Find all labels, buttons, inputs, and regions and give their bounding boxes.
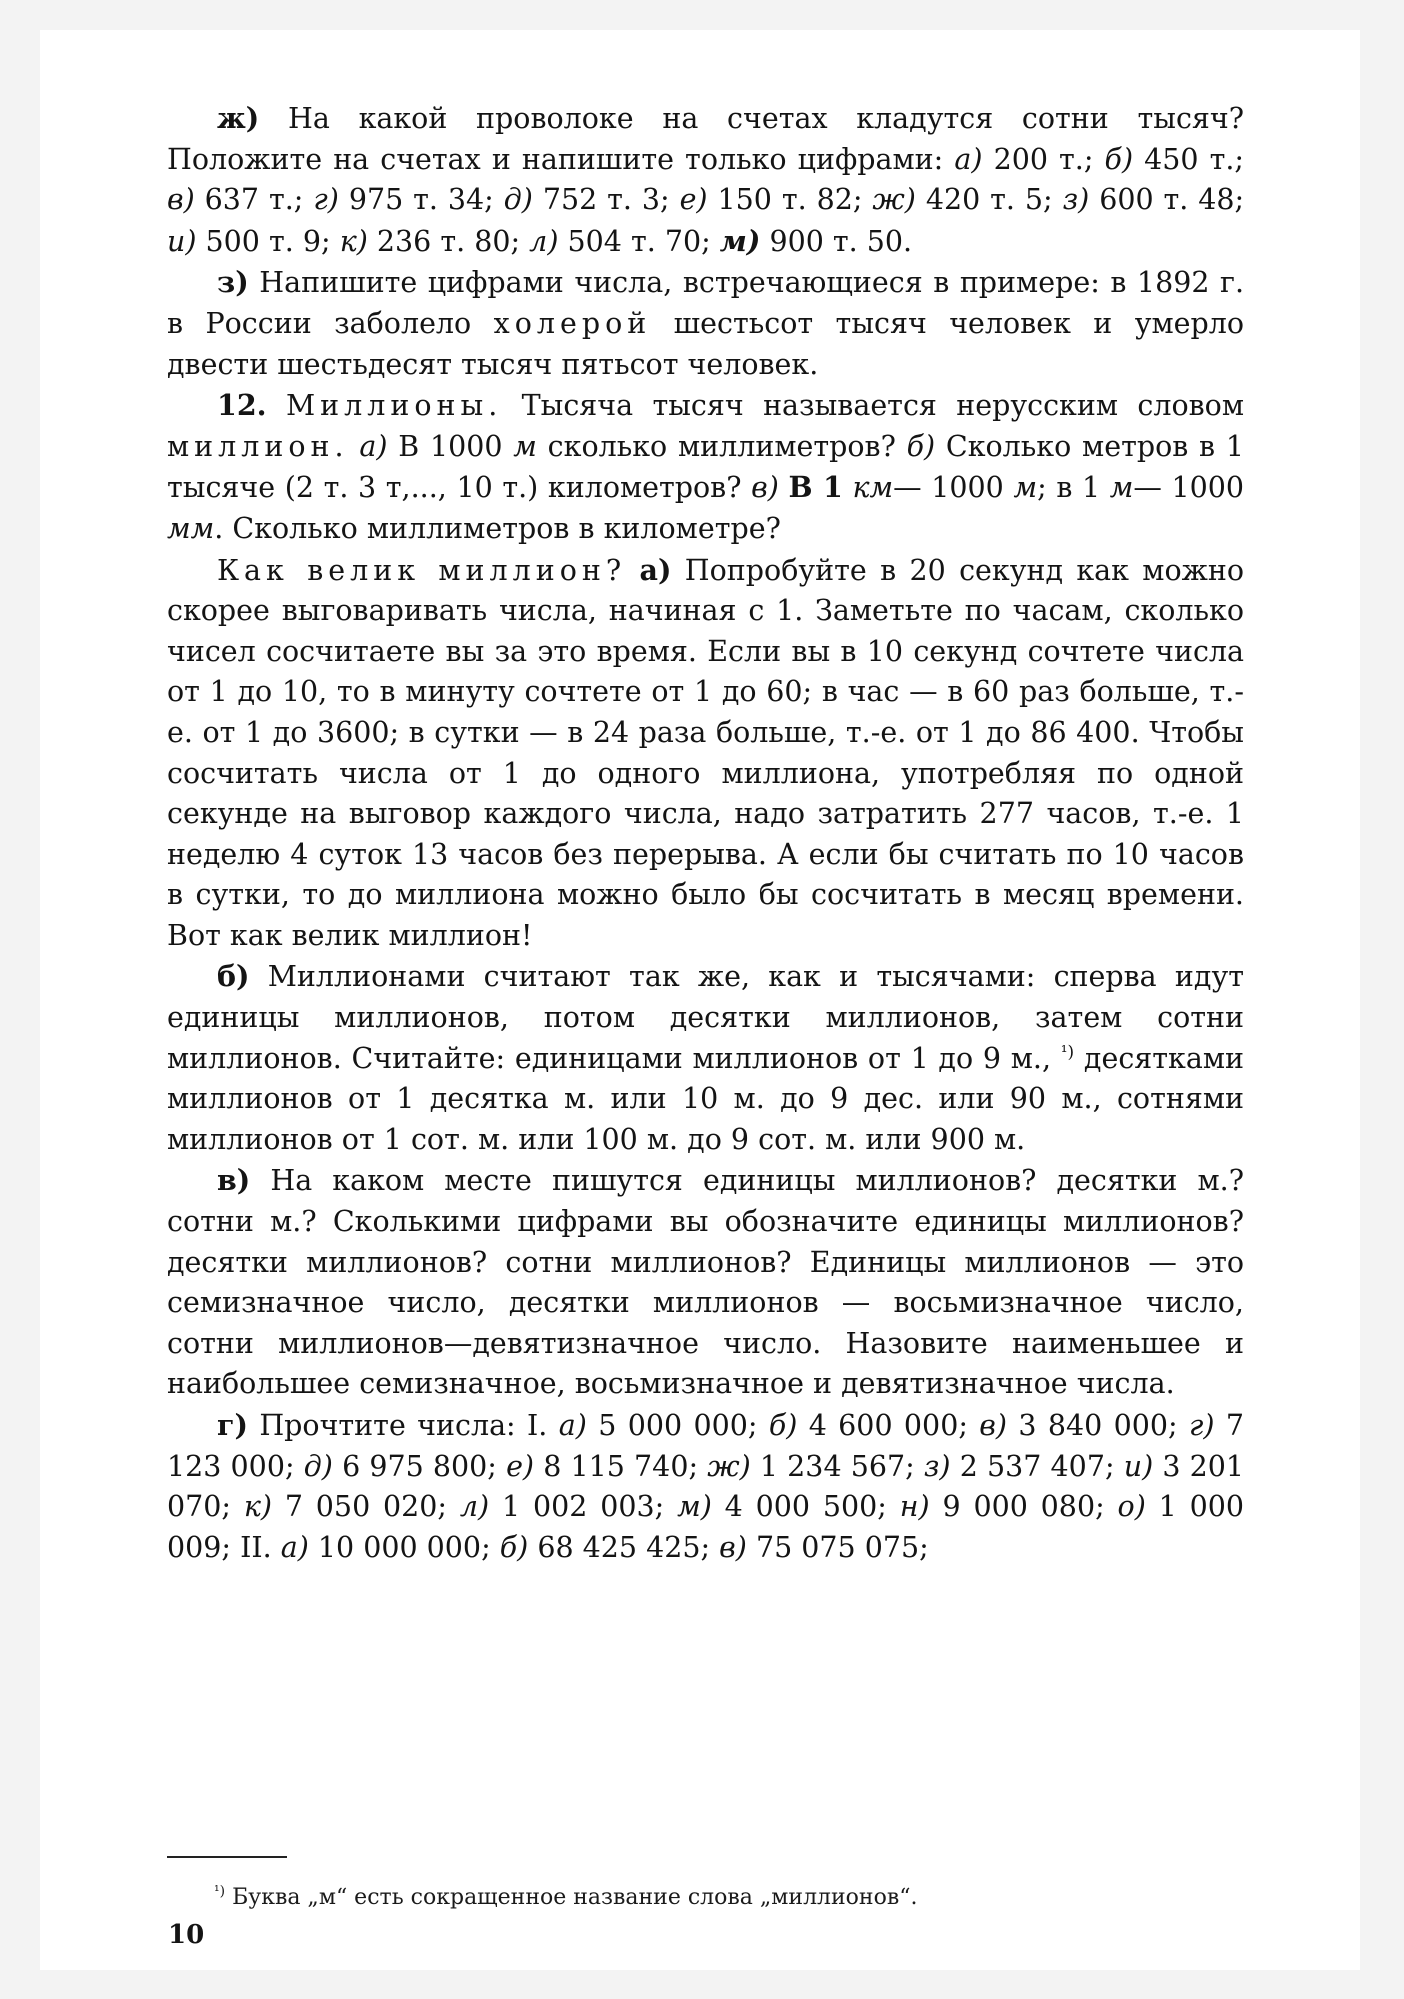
item-label: б) bbox=[906, 429, 936, 463]
item-label: в) bbox=[167, 183, 195, 217]
item-value: 7 050 020; bbox=[284, 1490, 448, 1524]
item-label: и) bbox=[1123, 1449, 1154, 1483]
item-value: 150 т. 82; bbox=[717, 183, 863, 217]
item-value: 7 123 000; bbox=[167, 1409, 1245, 1483]
item-value: 637 т.; bbox=[204, 183, 304, 217]
item-label: а) bbox=[954, 142, 983, 176]
paragraph-text: Сколько метров в 1 тысяче (2 т. 3 т,..., 10 т.) километров? bbox=[167, 429, 1244, 505]
item-label: е) bbox=[679, 183, 708, 217]
paragraph-text: В 1 bbox=[788, 470, 843, 505]
item-value: 6 975 800; bbox=[342, 1449, 497, 1483]
item-value: 200 т.; bbox=[993, 142, 1094, 176]
list-item bbox=[167, 183, 303, 216]
list-item bbox=[680, 183, 863, 216]
item-value: 975 т. 34; bbox=[348, 183, 494, 217]
unit: м bbox=[513, 429, 537, 463]
item-label: м) bbox=[677, 1490, 712, 1524]
paragraph-text: Попробуйте в 20 секунд как можно скорее выговаривать числа, начиная с 1. Заметьте по часам, сколько чисел сосчитаете вы за это время. Если вы в 10 секунд сочтете числа от 1 до 10, то в минуту сочтете от 1 до 60; в час — в 60 раз больше, т.-е. от 1 до 3600; в сутки — в 24 раза больше, т.-е. от 1 до 86 400. Чтобы сосчитать числа от 1 до одного миллиона, употребляя по одной секунде на выговор каждого числа, надо затратить 277 часов, т.-е. 1 неделю 4 суток 13 часов без перерыва. А если бы считать по 10 часов в сутки, то до миллиона можно было бы сосчитать в месяц времени. Вот как велик миллион! bbox=[167, 553, 1245, 952]
item-label: к) bbox=[243, 1490, 272, 1524]
list-item bbox=[769, 1409, 968, 1442]
item-value: 504 т. 70; bbox=[567, 224, 711, 258]
item-label: н) bbox=[899, 1490, 930, 1524]
list-item bbox=[460, 1490, 664, 1523]
subheading: Как велик миллион? bbox=[217, 553, 627, 587]
paragraph-text: десятками миллионов от 1 десятка м. или 10 м. до 9 дес. или 90 м., сотнями миллионов от 1 сот. м. или 100 м. до 9 сот. м. или 900 м. bbox=[167, 1041, 1245, 1156]
unit: м bbox=[1109, 471, 1134, 505]
list-item bbox=[504, 183, 670, 216]
footnote-marker: ¹) bbox=[214, 1883, 226, 1900]
paragraph-text: — 1000 bbox=[1133, 471, 1245, 505]
item-value: 450 т.; bbox=[1144, 142, 1245, 176]
item-label: а) bbox=[558, 1409, 587, 1442]
list-item bbox=[304, 1450, 497, 1483]
list-item bbox=[506, 1450, 698, 1483]
item-label: о) bbox=[1117, 1490, 1146, 1524]
term: миллион. bbox=[167, 429, 349, 463]
paragraph-text: . Сколько миллиметров в километре? bbox=[214, 511, 781, 545]
page-body bbox=[167, 98, 1244, 1568]
item-label: л) bbox=[459, 1490, 490, 1524]
item-label: и) bbox=[167, 224, 197, 258]
item-label: з) bbox=[1062, 183, 1090, 217]
item-value: 1 002 003; bbox=[502, 1490, 665, 1524]
item-label: в) bbox=[979, 1409, 1008, 1442]
footnote-ref: ¹) bbox=[1060, 1042, 1075, 1063]
item-marker: г) bbox=[217, 1408, 248, 1442]
item-value: 3 201 070; bbox=[167, 1449, 1245, 1524]
item-value: 5 000 000; bbox=[598, 1409, 758, 1442]
list-item bbox=[1105, 143, 1245, 176]
list-item bbox=[979, 1409, 1177, 1442]
list-item bbox=[281, 1531, 491, 1564]
item-value: 4 000 500; bbox=[724, 1490, 887, 1524]
paragraph-g bbox=[167, 1405, 1244, 1568]
footnote bbox=[214, 1884, 1234, 1912]
list-item bbox=[720, 225, 912, 258]
item-value: 420 т. 5; bbox=[925, 183, 1053, 217]
list-item bbox=[167, 225, 331, 258]
item-label: к) bbox=[339, 224, 368, 258]
item-value: 600 т. 48; bbox=[1099, 183, 1245, 217]
list-item bbox=[872, 183, 1052, 216]
list-item bbox=[900, 1490, 1105, 1523]
paragraph-b bbox=[167, 956, 1244, 1160]
paragraph-z bbox=[167, 262, 1244, 385]
list-item bbox=[719, 1531, 929, 1564]
unit: км bbox=[852, 471, 894, 505]
item-label: б) bbox=[499, 1530, 529, 1564]
spaced-word: холерой bbox=[493, 306, 652, 340]
page-number: 10 bbox=[168, 1920, 205, 1950]
section-12 bbox=[167, 385, 1244, 549]
item-marker: ж) bbox=[217, 101, 260, 135]
item-label: м) bbox=[719, 223, 761, 258]
item-value: 10 000 000; bbox=[317, 1530, 491, 1564]
paragraph-text: — 1000 bbox=[893, 471, 1004, 505]
footnote-text: Буква „м“ есть сокращенное название слова „миллионов“. bbox=[232, 1885, 918, 1910]
list-item bbox=[707, 1450, 915, 1483]
item-label: в) bbox=[751, 471, 779, 505]
list-item bbox=[244, 1490, 447, 1523]
item-marker: в) bbox=[217, 1163, 251, 1198]
list-item bbox=[677, 1490, 887, 1523]
list-item bbox=[529, 225, 711, 258]
item-label: ж) bbox=[707, 1449, 751, 1483]
unit: м bbox=[1013, 471, 1038, 505]
item-value: 900 т. 50. bbox=[769, 224, 913, 258]
item-marker: б) bbox=[217, 959, 250, 994]
paragraph-text: В 1000 bbox=[398, 429, 503, 463]
item-label: г) bbox=[313, 183, 339, 217]
group-label: II. bbox=[240, 1530, 272, 1564]
item-label: б) bbox=[768, 1409, 798, 1442]
paragraph-text: Напишите цифрами числа, встречающиеся в примере: в 1892 г. в России заболело bbox=[167, 266, 1245, 340]
list-item bbox=[954, 143, 1093, 176]
paragraph-text: Тысяча тысяч называется нерусским словом bbox=[521, 389, 1244, 423]
list-item bbox=[559, 1409, 758, 1442]
item-label: б) bbox=[1104, 142, 1134, 176]
item-label: г) bbox=[1188, 1409, 1215, 1442]
item-label: в) bbox=[719, 1530, 747, 1564]
paragraph-lead: На какой проволоке на счетах кладутся сотни тысяч? Положите на счетах и напишите только цифрами: bbox=[167, 102, 1245, 176]
item-label: з) bbox=[923, 1449, 951, 1483]
list-item bbox=[924, 1450, 1115, 1483]
paragraph-text: На каком месте пишутся единицы миллионов? десятки м.? сотни м.? Сколькими цифрами вы обозначите единицы миллионов? десятки миллионов? сотни миллионов? Единицы миллионов — это семизначное число, десятки миллионов — восьмизначное число, сотни миллионов—девятизначное число. Назовите наименьшее и наибольшее семизначное, восьмизначное и девятизначное числа. bbox=[167, 1164, 1244, 1401]
item-value: 752 т. 3; bbox=[542, 183, 670, 217]
item-value: 1 234 567; bbox=[759, 1449, 915, 1483]
paragraph-text: шестьсот тысяч человек и умерло двести шестьдесят тысяч пятьсот человек. bbox=[167, 306, 1245, 381]
item-marker: з) bbox=[217, 265, 249, 300]
list-item bbox=[500, 1531, 710, 1564]
section-number: 12. bbox=[217, 388, 267, 423]
item-marker: а) bbox=[639, 552, 672, 587]
paragraph-zh bbox=[167, 98, 1244, 262]
paragraph-velik bbox=[167, 550, 1244, 957]
paragraph-v bbox=[167, 1160, 1244, 1405]
item-label: д) bbox=[303, 1449, 333, 1483]
paragraph-text: сколько миллиметров? bbox=[547, 429, 896, 463]
item-value: 4 600 000; bbox=[808, 1409, 968, 1442]
item-value: 2 537 407; bbox=[959, 1449, 1115, 1483]
item-value: 68 425 425; bbox=[537, 1530, 711, 1564]
list-item bbox=[313, 183, 493, 216]
item-value: 1 000 009; bbox=[167, 1490, 1245, 1564]
item-label: а) bbox=[280, 1530, 309, 1564]
item-label: л) bbox=[529, 224, 559, 258]
item-value: 75 075 075; bbox=[755, 1530, 929, 1564]
item-label: е) bbox=[506, 1449, 535, 1483]
paragraph-lead: Прочтите числа: bbox=[259, 1409, 516, 1442]
paragraph-text: ; в 1 bbox=[1037, 471, 1101, 505]
item-value: 8 115 740; bbox=[543, 1449, 699, 1483]
item-value: 3 840 000; bbox=[1018, 1409, 1178, 1442]
item-label: а) bbox=[359, 429, 388, 463]
item-value: 500 т. 9; bbox=[205, 224, 331, 258]
item-label: д) bbox=[503, 183, 533, 217]
item-value: 236 т. 80; bbox=[376, 224, 521, 258]
footnote-divider bbox=[167, 1856, 287, 1858]
item-value: 9 000 080; bbox=[942, 1490, 1105, 1524]
unit: мм bbox=[167, 511, 215, 545]
section-heading: Миллионы. bbox=[285, 389, 503, 423]
group-label: I. bbox=[527, 1409, 548, 1442]
list-item bbox=[340, 225, 520, 258]
list-item bbox=[1063, 183, 1245, 216]
item-label: ж) bbox=[872, 183, 916, 217]
paragraph-text: Миллионами считают так же, как и тысячами: сперва идут единицы миллионов, потом десятки миллионов, затем сотни миллионов. Считайте: единицами миллионов от 1 до 9 м., bbox=[167, 960, 1244, 1075]
